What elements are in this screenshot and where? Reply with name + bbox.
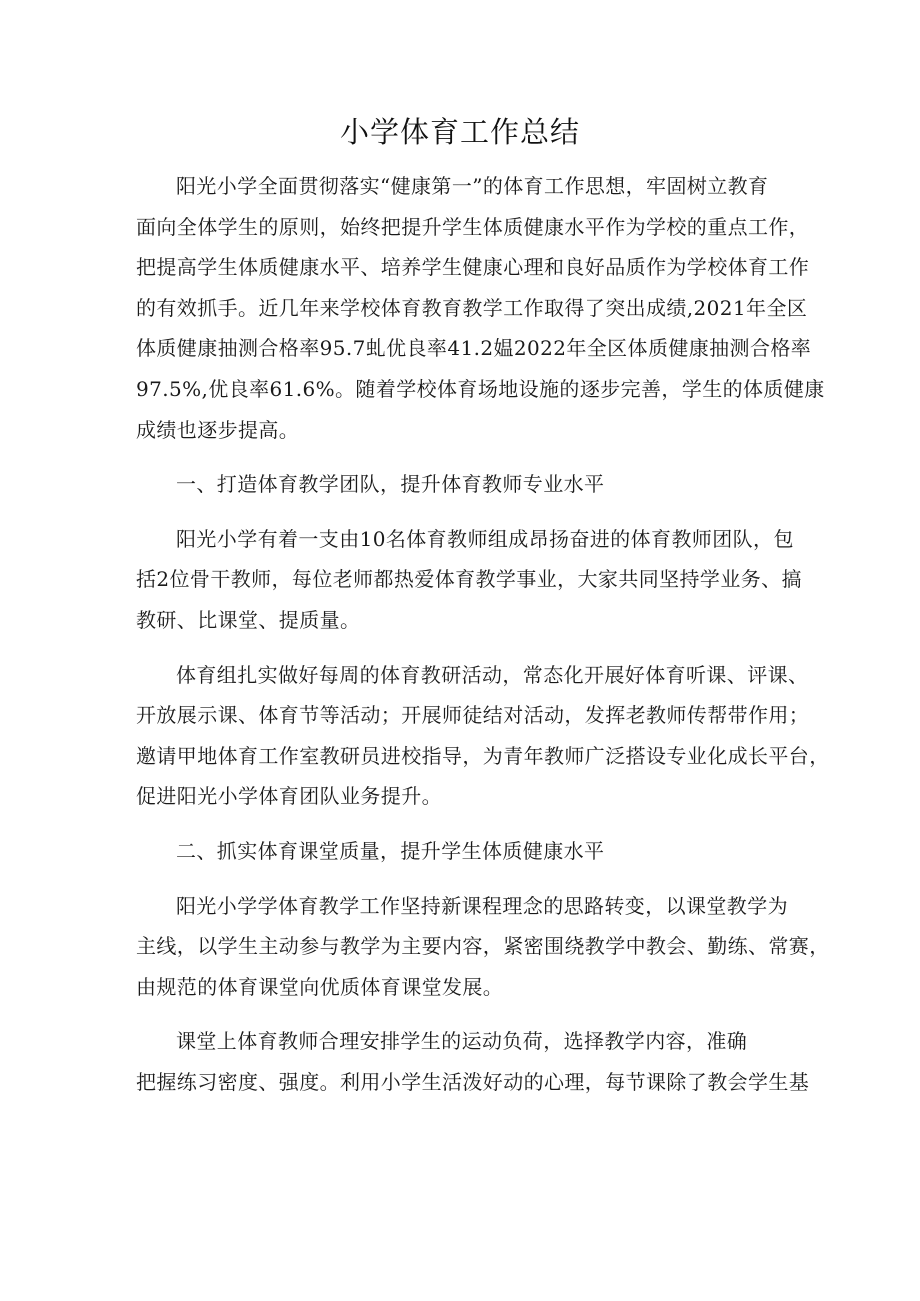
paragraph-line: 成绩也逐步提高。 <box>136 417 300 442</box>
paragraph-spacer <box>136 450 796 464</box>
paragraph-research <box>136 655 830 817</box>
paragraph-line: 主线，以学生主动参与教学为主要内容，紧密围绕教学中教会、勤练、常赛， <box>136 934 830 959</box>
document-body <box>136 166 830 1102</box>
paragraph-spacer <box>136 505 796 519</box>
paragraph-line: 阳光小学有着一支由10名体育教师组成昂扬奋进的体育教师团队，包 <box>176 526 794 551</box>
paragraph-line: 体育组扎实做好每周的体育教研活动，常态化开展好体育听课、评课、 <box>176 662 809 687</box>
paragraph-intro <box>136 166 825 450</box>
paragraph-line: 邀请甲地体育工作室教研员进校指导，为青年教师广泛搭设专业化成长平台， <box>136 743 830 768</box>
section-heading-2: 二、抓实体育课堂质量，提升学生体质健康水平 <box>176 838 605 863</box>
paragraph-line: 把提高学生体质健康水平、培养学生健康心理和良好品质作为学校体育工作 <box>136 255 810 280</box>
document-title: 小学体育工作总结 <box>339 115 580 149</box>
paragraph-spacer <box>136 1007 796 1021</box>
paragraph-line: 的有效抓手。近几年来学校体育教育教学工作取得了突出成绩,2021年全区 <box>136 295 808 320</box>
paragraph-line: 促进阳光小学体育团队业务提升。 <box>136 784 442 809</box>
paragraph-line: 面向全体学生的原则，始终把提升学生体质健康水平作为学校的重点工作， <box>136 214 810 239</box>
paragraph-spacer <box>136 872 796 886</box>
paragraph-line: 课堂上体育教师合理安排学生的运动负荷，选择教学内容，准确 <box>176 1029 748 1054</box>
paragraph-line: 体质健康抽测合格率95.7虬优良率41.2媪2022年全区体质健康抽测合格率 <box>136 336 812 361</box>
paragraph-line: 把握练习密度、强度。利用小学生活泼好动的心理，每节课除了教会学生基 <box>136 1069 810 1094</box>
paragraph-spacer <box>136 817 796 831</box>
paragraph-line: 阳光小学学体育教学工作坚持新课程理念的思路转变，以课堂教学为 <box>176 893 788 918</box>
paragraph-line: 阳光小学全面贯彻落实“健康第一”的体育工作思想，牢固树立教育 <box>176 174 769 198</box>
paragraph-line: 括2位骨干教师，每位老师都热爱体育教学事业，大家共同坚持学业务、搞 <box>136 567 802 592</box>
paragraph-spacer <box>136 641 796 655</box>
paragraph-line: 开放展示课、体育节等活动；开展师徒结对活动，发挥老教师传帮带作用； <box>136 703 810 728</box>
paragraph-classroom <box>136 1021 810 1102</box>
paragraph-line: 教研、比课堂、提质量。 <box>136 607 361 632</box>
section-heading-1: 一、打造体育教学团队，提升体育教师专业水平 <box>176 472 605 497</box>
paragraph-team <box>136 519 802 641</box>
paragraph-curriculum <box>136 886 830 1008</box>
paragraph-line: 由规范的体育课堂向优质体育课堂发展。 <box>136 974 504 999</box>
paragraph-line: 97.5%,优良率61.6%。随着学校体育场地设施的逐步完善，学生的体质健康 <box>136 376 825 401</box>
